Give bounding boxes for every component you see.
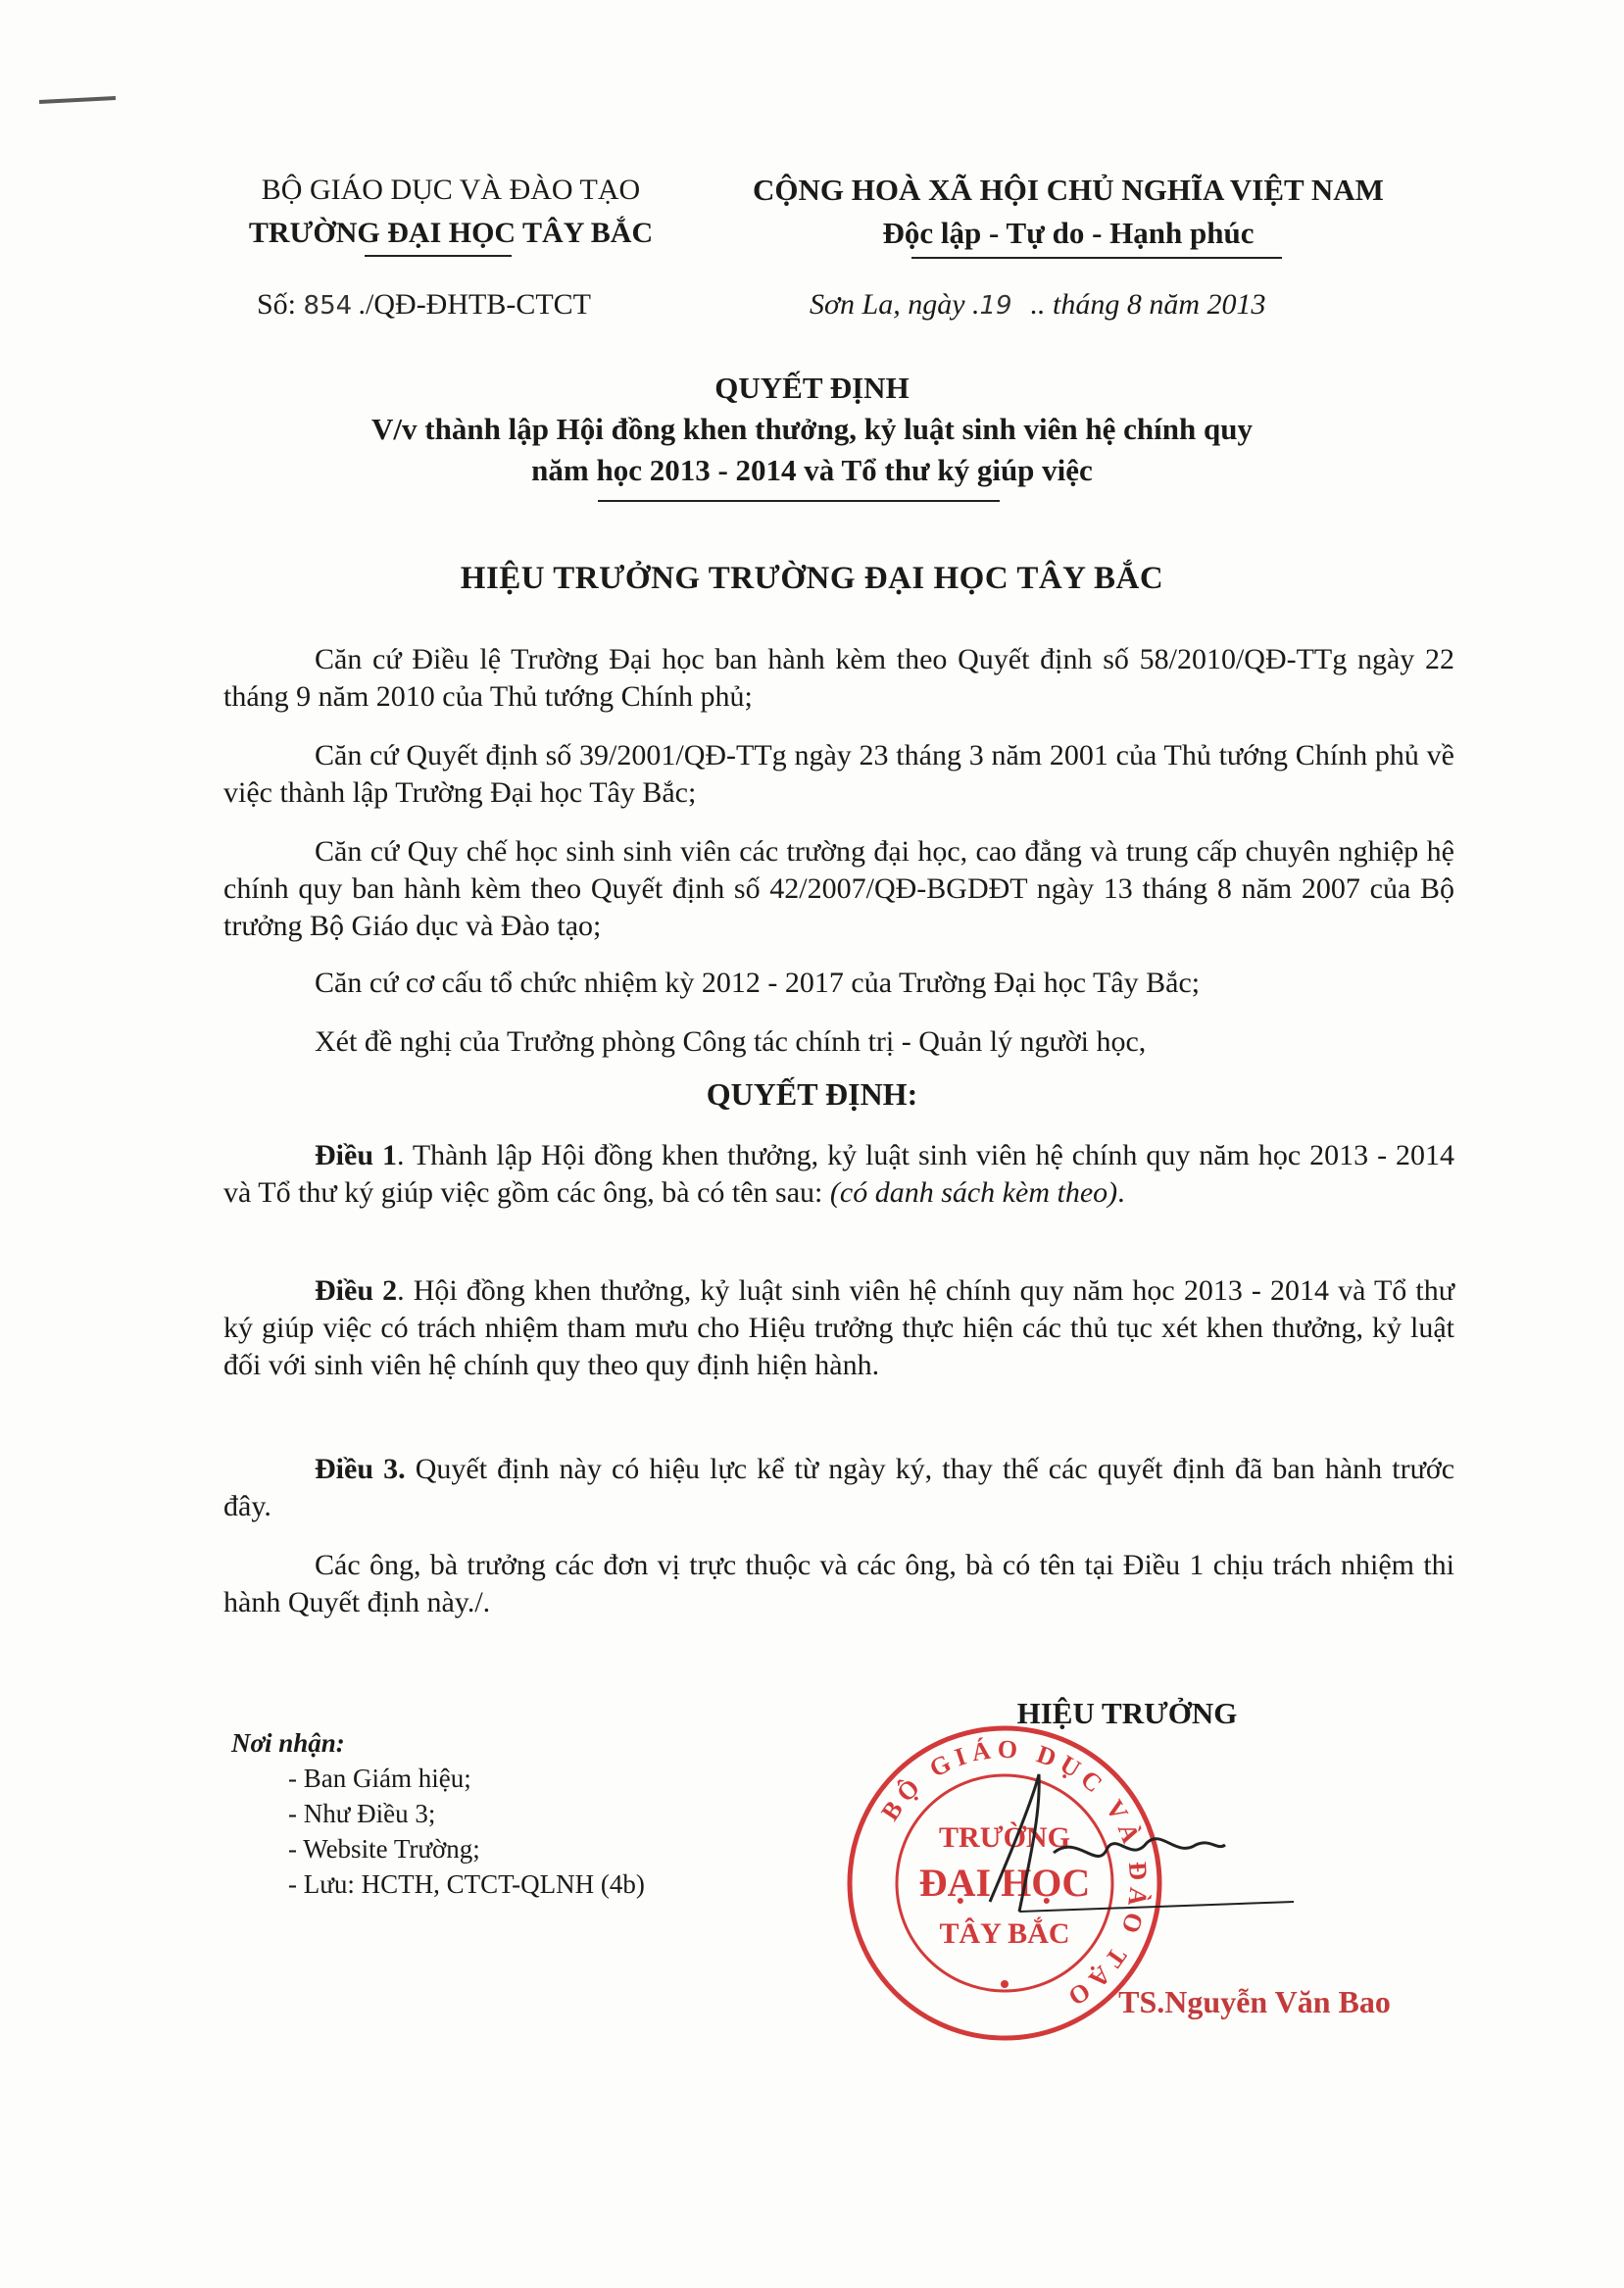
decision-heading: QUYẾT ĐỊNH: — [706, 1076, 918, 1112]
seal-line-3: TÂY BẮC — [939, 1917, 1070, 1950]
country-name: CỘNG HOÀ XÃ HỘI CHỦ NGHĨA VIỆT NAM — [753, 173, 1384, 207]
motto: Độc lập - Tự do - Hạnh phúc — [882, 216, 1255, 250]
ground-4: Căn cứ cơ cấu tổ chức nhiệm kỳ 2012 - 2017 của Trường Đại học Tây Bắc; — [315, 967, 1201, 999]
issuer-block — [196, 169, 706, 255]
document-title: QUYẾT ĐỊNH — [714, 371, 910, 405]
ground-5: Xét đề nghị của Trưởng phòng Công tác chính trị - Quản lý người học, — [315, 1025, 1147, 1058]
motto-underline — [911, 257, 1282, 259]
recipient-item: - Lưu: HCTH, CTCT-QLNH (4b) — [288, 1869, 645, 1899]
title-underline — [598, 500, 1000, 502]
recipient-item: - Như Điều 3; — [288, 1799, 436, 1828]
seal-line-1: TRƯỜNG — [939, 1821, 1070, 1854]
pen-mark — [39, 96, 116, 104]
recipient-item: - Ban Giám hiệu; — [288, 1764, 471, 1793]
seal-line-2: ĐẠI HỌC — [918, 1861, 1091, 1905]
seal-ring-text: BỘ GIÁO DỤC VÀ ĐÀO TẠO — [875, 1734, 1154, 2015]
closing-paragraph: Các ông, bà trưởng các đơn vị trực thuộc và các ông, bà có tên tại Điều 1 chịu trách nhiệm thi hành Quyết định này./. — [223, 1549, 1454, 1618]
issuer-underline — [365, 255, 512, 257]
article-1: Điều 1. Thành lập Hội đồng khen thưởng, kỷ luật sinh viên hệ chính quy năm học 2013 - 2014 và Tổ thư ký giúp việc gồm các ông, bà có tên sau: (có danh sách kèm theo). — [223, 1139, 1455, 1209]
recipients-title: Nơi nhận: — [231, 1728, 345, 1758]
signer-name: TS.Nguyễn Văn Bao — [1118, 1984, 1391, 2019]
article-3: Điều 3. Quyết định này có hiệu lực kể từ ngày ký, thay thế các quyết định đã ban hành trước đây. — [223, 1453, 1455, 1522]
document-number: Số: 854 ./QĐ-ĐHTB-CTCT — [257, 288, 592, 321]
authority-heading: HIỆU TRƯỞNG TRƯỜNG ĐẠI HỌC TÂY BẮC — [460, 561, 1164, 596]
handwritten-day: 19 — [979, 291, 1012, 321]
handwritten-signature — [960, 1755, 1313, 1941]
article-2: Điều 2. Hội đồng khen thưởng, kỷ luật sinh viên hệ chính quy năm học 2013 - 2014 và Tổ thư ký giúp việc có trách nhiệm tham mưu cho Hiệu trưởng thực hiện các thủ tục xét khen thưởng, kỷ luật đối với sinh viên hệ chính quy theo quy định hiện hành. — [223, 1274, 1454, 1381]
document-subject-line1: V/v thành lập Hội đồng khen thưởng, kỷ luật sinh viên hệ chính quy — [371, 412, 1253, 446]
university-name: TRƯỜNG ĐẠI HỌC TÂY BẮC — [248, 217, 654, 249]
signer-position: HIỆU TRƯỞNG — [1016, 1696, 1238, 1730]
ground-3: Căn cứ Quy chế học sinh sinh viên các trường đại học, cao đẳng và trung cấp chuyên nghiệp hệ chính quy ban hành kèm theo Quyết định số 42/2007/QĐ-BGDĐT ngày 13 tháng 8 năm 2007 của Bộ trưởng Bộ Giáo dục và Đào tạo; — [223, 835, 1454, 942]
recipients-block — [231, 1725, 645, 1902]
country-block — [706, 169, 1431, 255]
document-subject-line2: năm học 2013 - 2014 và Tổ thư ký giúp việc — [531, 453, 1093, 487]
handwritten-number: 854 — [303, 291, 353, 321]
recipient-item: - Website Trường; — [288, 1834, 480, 1864]
date-line: Sơn La, ngày .19 .. tháng 8 năm 2013 — [810, 288, 1266, 321]
ground-1: Căn cứ Điều lệ Trường Đại học ban hành kèm theo Quyết định số 58/2010/QĐ-TTg ngày 22 tháng 9 năm 2010 của Thủ tướng Chính phủ; — [223, 643, 1454, 713]
ground-2: Căn cứ Quyết định số 39/2001/QĐ-TTg ngày 23 tháng 3 năm 2001 của Thủ tướng Chính phủ về việc thành lập Trường Đại học Tây Bắc; — [223, 739, 1454, 809]
seal-star — [1001, 1980, 1009, 1988]
ministry-name: BỘ GIÁO DỤC VÀ ĐÀO TẠO — [261, 174, 641, 206]
